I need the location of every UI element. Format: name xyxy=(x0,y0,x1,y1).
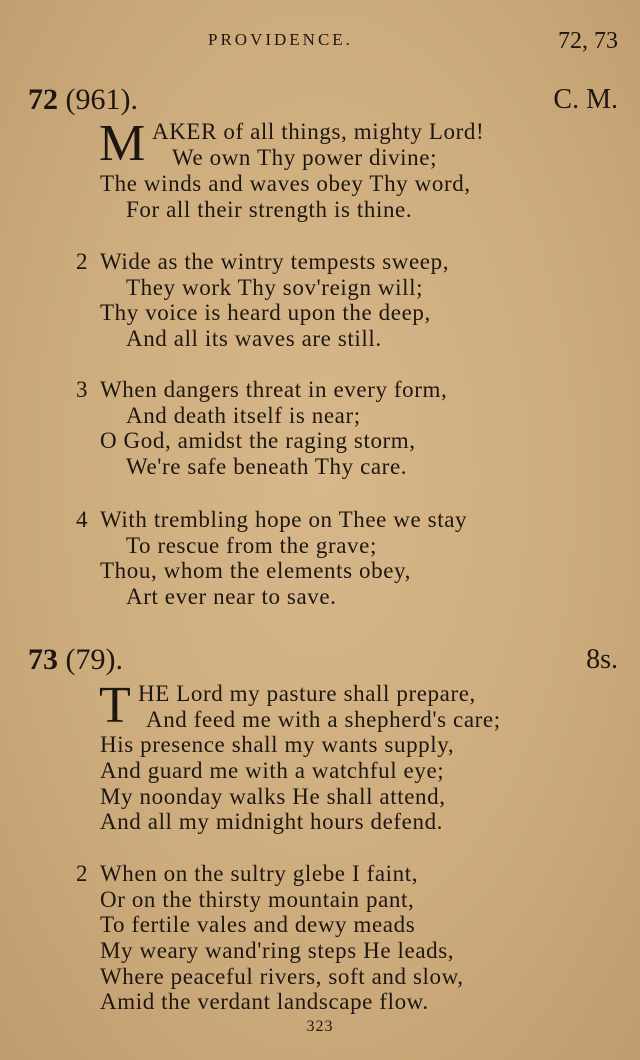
drop-cap: T xyxy=(99,677,131,734)
hymn-line: AKER of all things, mighty Lord! xyxy=(152,119,485,144)
hymn-line: Where peaceful rivers, soft and slow, xyxy=(100,964,464,989)
hymn-line: Wide as the wintry tempests sweep, xyxy=(100,249,450,274)
hymn-line: And feed me with a shepherd's care; xyxy=(146,707,501,732)
hymn-heading xyxy=(28,84,138,116)
hymn-line: Thou, whom the elements obey, xyxy=(100,558,412,583)
hymn-line: His presence shall my wants supply, xyxy=(100,732,455,757)
hymn-line: My noonday walks He shall attend, xyxy=(100,784,446,809)
hymn-line: And all my midnight hours defend. xyxy=(100,809,444,834)
hymn-meter: C. M. xyxy=(553,84,618,115)
hymn-line: Thy voice is heard upon the deep, xyxy=(100,300,431,325)
hymn-reference: (961). xyxy=(65,83,138,116)
hymn-number: 73 xyxy=(28,643,58,676)
hymn-line: To fertile vales and dewy meads xyxy=(100,912,416,937)
page-number: 323 xyxy=(306,1018,334,1035)
hymn-line: Art ever near to save. xyxy=(126,584,337,609)
hymn-line: And death itself is near; xyxy=(126,403,361,428)
hymn-line: When on the sultry glebe I faint, xyxy=(100,861,419,886)
drop-cap: M xyxy=(99,115,146,172)
hymn-line: My weary wand'ring steps He leads, xyxy=(100,938,455,963)
hymn-heading xyxy=(28,644,123,676)
hymn-line: And guard me with a watchful eye; xyxy=(100,758,445,783)
verse-number: 2 xyxy=(76,249,88,274)
verse-number: 2 xyxy=(76,861,88,886)
hymn-range: 72, 73 xyxy=(558,28,618,54)
hymn-line: The winds and waves obey Thy word, xyxy=(100,171,471,196)
hymn-line: And all its waves are still. xyxy=(126,326,382,351)
hymn-line: They work Thy sov'reign will; xyxy=(126,275,424,300)
hymn-number: 72 xyxy=(28,83,58,116)
hymn-line: Amid the verdant landscape flow. xyxy=(100,989,429,1014)
hymn-line: Or on the thirsty mountain pant, xyxy=(100,887,415,912)
hymn-line: We're safe beneath Thy care. xyxy=(126,454,408,479)
running-header: PROVIDENCE. xyxy=(208,30,353,49)
verse-number: 4 xyxy=(76,507,88,532)
hymn-reference: (79). xyxy=(65,643,123,676)
hymn-line: For all their strength is thine. xyxy=(126,197,413,222)
hymn-line: We own Thy power divine; xyxy=(172,145,438,170)
hymn-line: HE Lord my pasture shall prepare, xyxy=(138,681,476,706)
hymn-line: O God, amidst the raging storm, xyxy=(100,428,416,453)
verse-number: 3 xyxy=(76,377,88,402)
hymn-line: To rescue from the grave; xyxy=(126,533,377,558)
hymn-line: With trembling hope on Thee we stay xyxy=(100,507,468,532)
hymn-meter: 8s. xyxy=(586,644,618,675)
hymn-line: When dangers threat in every form, xyxy=(100,377,448,402)
